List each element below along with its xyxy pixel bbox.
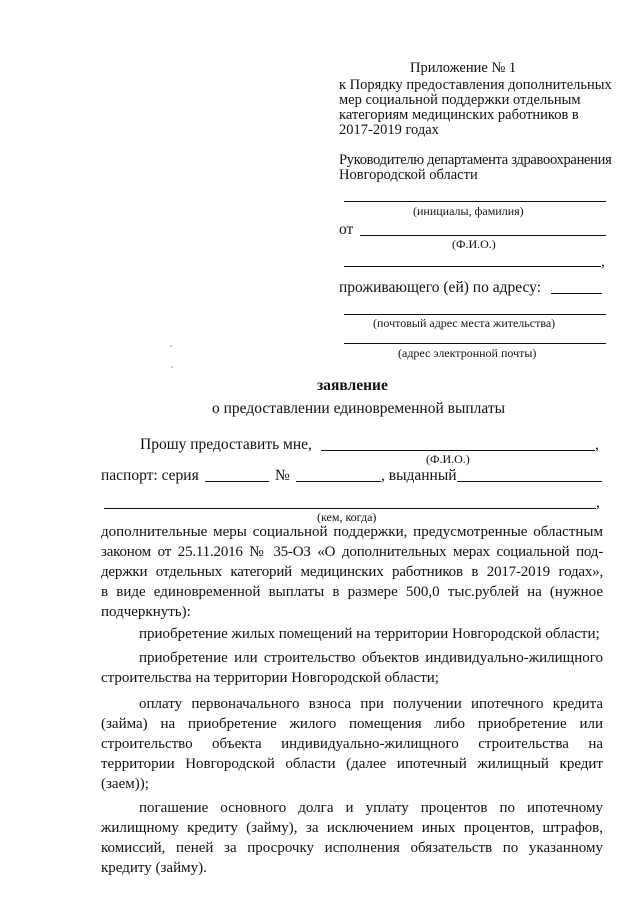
addressee-line: Руководителю департамента здравоохранения xyxy=(339,152,612,168)
initials-blank[interactable] xyxy=(344,201,606,202)
scan-speck xyxy=(170,345,172,347)
initials-caption: (инициалы, фамилия) xyxy=(413,204,524,218)
postal-caption: (почтовый адрес места жительства) xyxy=(373,316,556,330)
passport-series-blank[interactable] xyxy=(205,481,269,482)
body-line: держки отдельных категорий медицинских работников в 2017-2019 годах», xyxy=(101,564,603,580)
body-line: дополнительные меры социальной поддержки, предусмотренные областным xyxy=(101,524,603,540)
appendix-line: 2017-2019 годах xyxy=(339,122,439,138)
option-item-cont: комиссий, пеней за просрочку исполнения обязательств по указанному xyxy=(101,840,603,856)
body-line: подчеркнуть): xyxy=(101,604,191,620)
issued-caption: (кем, когда) xyxy=(317,510,377,524)
option-item: приобретение или строительство объектов индивидуально-жилищного xyxy=(139,650,603,666)
fio-caption: (Ф.И.О.) xyxy=(452,237,496,251)
option-item-cont: жилищному кредиту (займу), за исключением иных процентов, штрафов, xyxy=(101,820,603,836)
email-caption: (адрес электронной почты) xyxy=(398,346,537,360)
number-label: № xyxy=(275,467,290,484)
document-title: заявление xyxy=(317,377,388,394)
email-blank[interactable] xyxy=(344,343,606,344)
from-fio-blank[interactable] xyxy=(360,235,606,236)
comma: , xyxy=(596,494,600,511)
scan-speck xyxy=(171,366,173,368)
issued-label: , выданный xyxy=(381,467,457,484)
issued-when-blank[interactable] xyxy=(104,508,596,509)
address-short-blank[interactable] xyxy=(551,293,602,294)
request-fio-blank[interactable] xyxy=(321,450,595,451)
postal-address-blank[interactable] xyxy=(344,314,606,315)
comma: , xyxy=(595,436,599,453)
request-label: Прошу предоставить мне, xyxy=(140,436,312,453)
body-line: законом от 25.11.2016 № 35-ОЗ «О дополнительных мерах социальной под- xyxy=(101,544,603,560)
request-fio-caption: (Ф.И.О.) xyxy=(426,452,470,466)
option-item-cont: кредиту (займу). xyxy=(101,860,207,876)
residing-label: проживающего (ей) по адресу: xyxy=(339,279,541,296)
option-item-cont: (заем)); xyxy=(101,776,149,792)
comma: , xyxy=(601,253,605,270)
from-label: от xyxy=(339,221,354,238)
option-item: приобретение жилых помещений на территории Новгородской области; xyxy=(139,626,600,642)
passport-number-blank[interactable] xyxy=(296,481,381,482)
document-subtitle: о предоставлении единовременной выплаты xyxy=(212,400,506,417)
option-item-cont: территории Новгородской области (далее ипотечный жилищный кредит xyxy=(101,756,603,772)
appendix-line: к Порядку предоставления дополнительных xyxy=(339,77,612,93)
option-item-cont: (займа) на приобретение жилого помещения либо приобретение или xyxy=(101,716,603,732)
option-item: оплату первоначального взноса при получении ипотечного кредита xyxy=(139,696,603,712)
option-item: погашение основного долга и уплату процентов по ипотечному xyxy=(139,800,603,816)
appendix-title: Приложение № 1 xyxy=(410,60,517,76)
option-item-cont: строительства на территории Новгородской области; xyxy=(101,670,439,686)
appendix-line: мер социальной поддержки отдельным xyxy=(339,92,581,108)
issued-by-blank[interactable] xyxy=(457,481,602,482)
appendix-line: категориям медицинских работников в xyxy=(339,107,579,123)
option-item-cont: строительство объекта индивидуально-жилищного строительства на xyxy=(101,736,603,752)
addressee-line: Новгородской области xyxy=(339,167,478,183)
fio-second-blank[interactable] xyxy=(344,266,601,267)
body-line: в виде единовременной выплаты в размере 500,0 тыс.рублей на (нужное xyxy=(101,584,603,600)
passport-label: паспорт: серия xyxy=(101,467,199,484)
